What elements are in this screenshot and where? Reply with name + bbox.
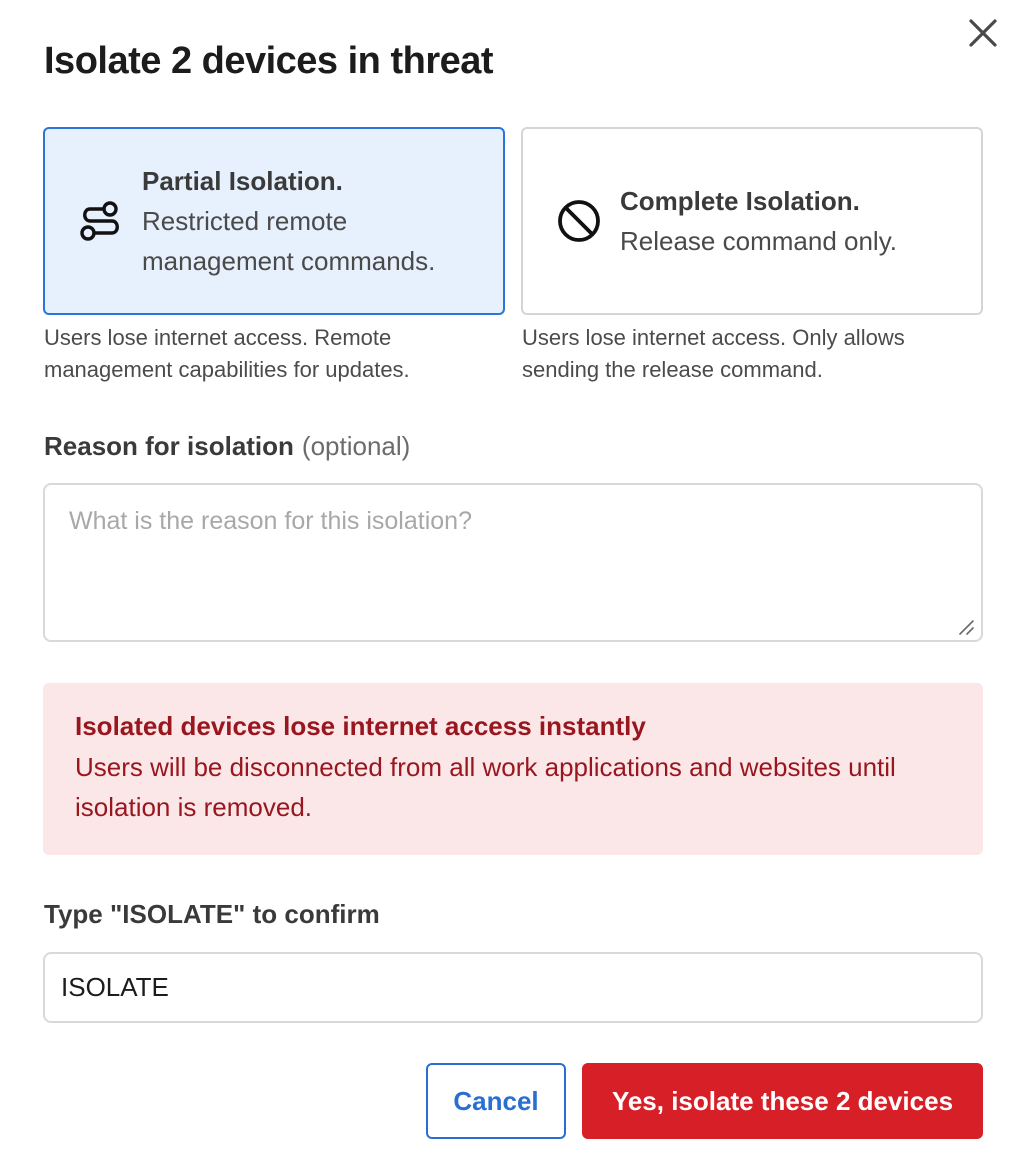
option-caption-complete: Users lose internet access. Only allows sending the release command. — [522, 325, 905, 382]
option-description: Restricted remote management commands. — [142, 206, 436, 276]
option-complete-isolation[interactable] — [521, 127, 983, 315]
alert-title: Isolated devices lose internet access instantly — [75, 711, 646, 741]
reason-label-text: Reason for isolation — [44, 431, 294, 461]
close-button[interactable] — [964, 14, 1002, 52]
option-caption-partial: Users lose internet access. Remote management capabilities for updates. — [44, 325, 410, 382]
confirm-input[interactable] — [43, 952, 983, 1023]
option-description: Release command only. — [620, 226, 897, 256]
dialog-title: Isolate 2 devices in threat — [44, 40, 494, 82]
confirm-label: Type "ISOLATE" to confirm — [44, 899, 380, 929]
close-icon — [964, 14, 1002, 52]
reason-label — [44, 431, 410, 462]
alert-body: Users will be disconnected from all work applications and websites until isolation is removed. — [75, 752, 896, 822]
reason-textarea[interactable] — [43, 483, 983, 642]
warning-alert — [43, 683, 983, 855]
route-icon — [77, 197, 125, 245]
isolate-devices-button[interactable]: Yes, isolate these 2 devices — [582, 1063, 983, 1139]
option-partial-isolation[interactable] — [43, 127, 505, 315]
option-title: Complete Isolation. — [620, 186, 860, 216]
resize-handle-icon[interactable] — [957, 618, 975, 636]
block-icon — [555, 197, 603, 245]
option-title: Partial Isolation. — [142, 166, 343, 196]
optional-tag: (optional) — [301, 431, 411, 461]
cancel-button[interactable]: Cancel — [426, 1063, 566, 1139]
